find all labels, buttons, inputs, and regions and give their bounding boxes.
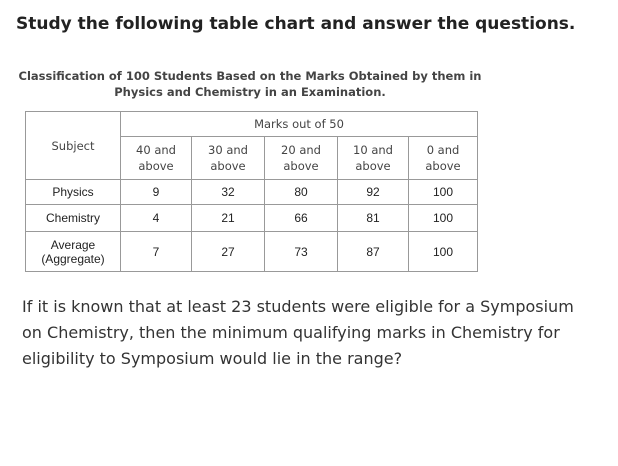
table-cell: 32 [192, 180, 265, 205]
question-text: If it is known that at least 23 students were eligible for a Symposium on Chemistry, then the minimum qualifying marks in Chemistry for eligibility to Symposium would lie in the range? [22, 297, 574, 368]
column-header: 0 and above [409, 137, 478, 180]
table-cell: 21 [192, 205, 265, 232]
table-cell: 66 [265, 205, 338, 232]
row-label-physics: Physics [26, 180, 121, 205]
column-header: 30 and above [192, 137, 265, 180]
table-caption-line-1: Classification of 100 Students Based on the Marks Obtained by them in [18, 69, 482, 83]
page-heading: Study the following table chart and answer the questions. [16, 14, 576, 34]
table-cell: 100 [409, 205, 478, 232]
table-cell: 100 [409, 232, 478, 272]
table-cell: 73 [265, 232, 338, 272]
column-header: 40 and above [121, 137, 192, 180]
table-cell: 87 [338, 232, 409, 272]
table-cell: 27 [192, 232, 265, 272]
column-header: 10 and above [338, 137, 409, 180]
row-label-chemistry: Chemistry [26, 205, 121, 232]
table-cell: 92 [338, 180, 409, 205]
marks-table [25, 111, 478, 272]
table-cell: 9 [121, 180, 192, 205]
table-caption-line-2: Physics and Chemistry in an Examination. [114, 85, 386, 99]
table-row [26, 205, 478, 232]
table-row [26, 232, 478, 272]
table-cell: 7 [121, 232, 192, 272]
marks-group-header: Marks out of 50 [121, 112, 478, 137]
table-cell: 81 [338, 205, 409, 232]
table-cell: 80 [265, 180, 338, 205]
table-cell: 100 [409, 180, 478, 205]
table-cell: 4 [121, 205, 192, 232]
table-row [26, 180, 478, 205]
subject-header: Subject [26, 112, 121, 180]
row-label-average: Average (Aggregate) [26, 232, 121, 272]
column-header: 20 and above [265, 137, 338, 180]
